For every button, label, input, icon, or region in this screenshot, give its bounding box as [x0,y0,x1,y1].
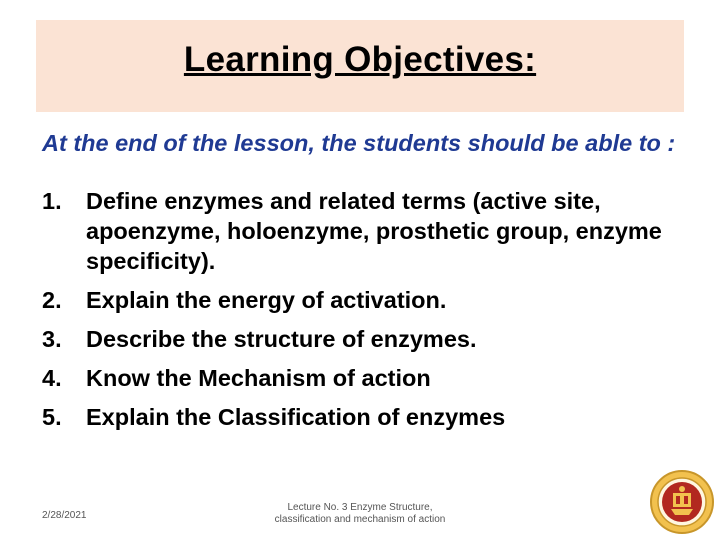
intro-text: At the end of the lesson, the students should be able to : [42,130,676,156]
objective-item [42,186,692,276]
objective-text: Explain the Classification of enzymes [86,404,506,430]
objective-number: 2. [42,287,62,313]
university-seal-icon [649,469,715,535]
footer-line-2: classification and mechanism of action [274,514,446,525]
objective-number: 4. [42,365,62,391]
objective-number: 5. [42,404,62,430]
objective-item [42,363,692,393]
objective-text: Define enzymes and related terms (active site, apoenzyme, holoenzyme, prosthetic group, enzyme specificity). [86,188,662,274]
objective-item [42,324,692,354]
objective-text: Know the Mechanism of action [86,365,431,391]
objective-text: Describe the structure of enzymes. [86,326,477,352]
objective-item [42,402,692,432]
objective-item [42,285,692,315]
objective-number: 3. [42,326,62,352]
objective-text: Explain the energy of activation. [86,287,447,313]
footer-line-1: Lecture No. 3 Enzyme Structure, [287,502,433,513]
slide-title: Learning Objectives: [183,40,537,79]
footer-date: 2/28/2021 [42,510,87,521]
objectives-list [42,186,692,441]
objective-number: 1. [42,188,62,214]
footer-lecture-info [250,502,470,526]
title-band [36,20,684,112]
